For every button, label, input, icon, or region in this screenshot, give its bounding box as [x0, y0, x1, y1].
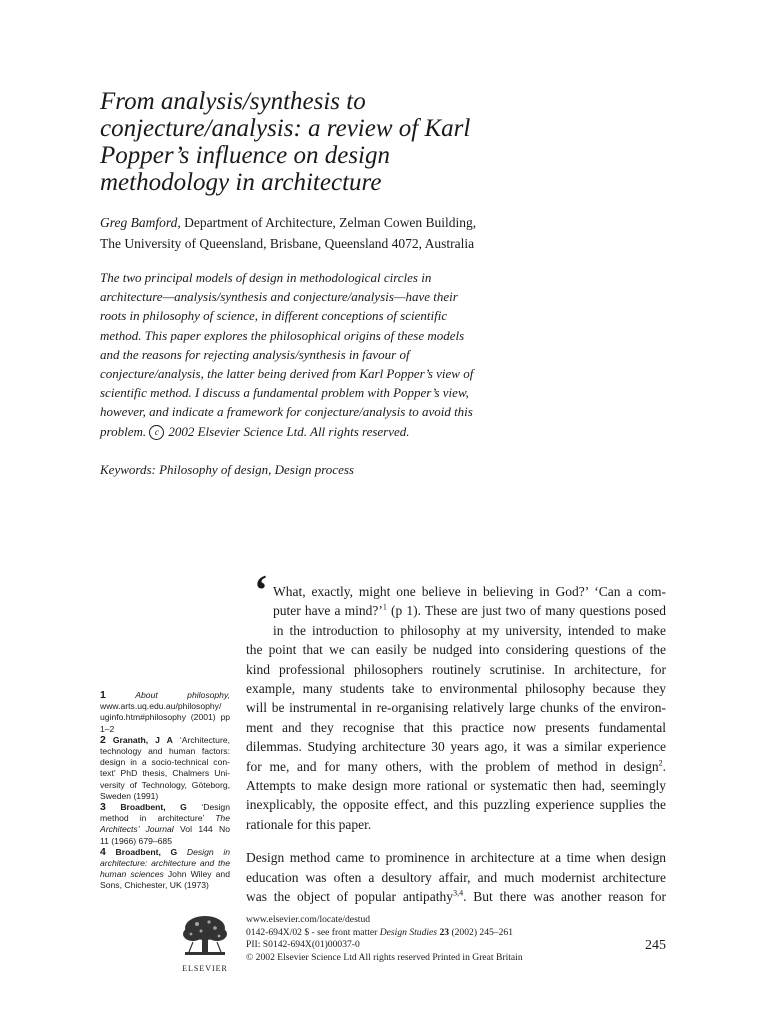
footnote-ref: 2 [658, 758, 663, 768]
abstract-line: architecture—analysis/synthesis and conjecture/analysis—have their [100, 289, 458, 305]
abstract-line: The two principal models of design in methodological circles in [100, 270, 432, 285]
footnote-text: method in architecture’ [100, 813, 216, 824]
footnote [100, 847, 230, 892]
body-line: education was often a desultory affair, and much modernist architecture [246, 869, 666, 885]
footnote-number: 3 [100, 801, 106, 814]
footnote-text: uginfo.htm#philosophy (2001) pp [100, 712, 230, 723]
volume-number: 23 [439, 926, 450, 938]
page-number: 245 [645, 938, 666, 953]
body-line: Design method came to prominence in architecture at a time when design [246, 850, 666, 866]
elsevier-tree-icon [179, 914, 231, 958]
body-line: What, exactly, might one believe in believing in God?’ ‘Can a com- [273, 584, 666, 599]
body-line: rationale for this paper. [246, 816, 372, 832]
footnote [100, 802, 230, 847]
footnote-ref: 1 [382, 602, 387, 612]
footnote-text: Design in [177, 846, 231, 857]
abstract-line: and the reasons for rejecting analysis/synthesis in favour of [100, 346, 410, 362]
body-line: Attempts to make design more rational or systematic then had, seemingly [246, 778, 666, 794]
footnote-author: Broadbent, G [115, 846, 178, 857]
footnote-author: Granath, J A [112, 734, 173, 745]
title-line: conjecture/analysis: a review of Karl [100, 115, 471, 142]
footnote-number: 4 [100, 845, 106, 858]
body-line: for me, and for many others, with the problem of method in design$^2$. [246, 758, 666, 774]
footnote-text: design in a socio-technical con- [100, 757, 230, 768]
body-line: kind professional philosophers routinely scrutinise. In architecture, for [246, 661, 666, 677]
footnote-text: The [215, 813, 230, 824]
body-line: in the introduction to philosophy at my university, intended to make [273, 622, 666, 638]
affiliation-line: The University of Queensland, Brisbane, Queensland 4072, Australia [100, 236, 475, 251]
body-line: dilemmas. Studying architecture 30 years ago, it was a similar experience [246, 739, 666, 755]
footnote-text: John Wiley and [163, 869, 230, 880]
footnote-text: About philosophy, [135, 690, 231, 700]
publisher-name: ELSEVIER [182, 964, 228, 973]
abstract-text: problem. [100, 423, 150, 439]
footnote [100, 735, 230, 802]
footnote-text: 11 (1966) 679–685 [100, 835, 172, 846]
footnote-text: Vol 144 No [173, 824, 230, 835]
body-line: ment and they recognise that this practice now presents fundamental [246, 719, 666, 735]
copyright-icon: c [149, 425, 164, 440]
abstract-line: roots in philosophy of science, in different conceptions of scientific [100, 308, 448, 324]
pii-line: PII: S0142-694X(01)00037-0 [246, 939, 360, 951]
footnote-text: architecture: architecture and the [100, 858, 230, 869]
footnote-text: 1–2 [100, 723, 115, 734]
abstract [100, 268, 560, 441]
article-title [100, 88, 560, 196]
body-line: the point that we can easily be nudged into considering questions of the [246, 642, 666, 658]
footnote-text: versity of Technology, Göteborg, [100, 779, 230, 790]
author-affiliation [100, 212, 660, 254]
keywords: Keywords: Philosophy of design, Design process [100, 462, 354, 477]
footnote-ref: 3,4 [453, 888, 464, 898]
abstract-text: 2002 Elsevier Science Ltd. All rights reserved. [168, 423, 410, 439]
author-name: Greg Bamford, [100, 215, 181, 230]
issn-line: 0142-694X/02 $ - see front matter Design Studies 23 (2002) 245–261 [246, 926, 513, 938]
footnote [100, 690, 230, 735]
footnote-text: technology and human factors: [100, 746, 230, 757]
body-line: puter have a mind?’$^1$ (p 1). These are just two of many questions posed [273, 602, 667, 619]
body-line: inexplicably, the opposite effect, and this puzzling experience supplies the [246, 797, 666, 813]
footnote-text: ‘Design [186, 802, 230, 813]
publisher-logo [172, 914, 238, 973]
affiliation-line: Department of Architecture, Zelman Cowen Building, [180, 215, 477, 230]
footnote-text: Architects’ Journal [100, 824, 174, 835]
abstract-line: scientific method. I discuss a fundamental problem with Popper’s view, [100, 385, 469, 401]
body-line: will be instrumental in re-organising relatively large chunks of the environ- [246, 700, 666, 716]
footnote-number: 2 [100, 733, 106, 746]
opening-quote-icon: ‘ [254, 568, 268, 614]
footnote-text: www.arts.uq.edu.au/philosophy/ [100, 701, 222, 712]
body-line: example, many students take to environmental philosophy because they [246, 681, 666, 697]
body-line: was the object of popular antipathy$^{3,4}$. But there was another reason for [246, 888, 667, 905]
journal-name: Design Studies [379, 926, 438, 938]
margin-notes [100, 690, 230, 892]
title-line: Popper’s influence on design [100, 142, 391, 169]
abstract-line: however, and indicate a framework for conjecture/analysis to avoid this [100, 404, 473, 420]
footnote-text: Sweden (1991) [100, 790, 159, 801]
abstract-line: conjecture/analysis, the latter being derived from Karl Popper’s view of [100, 366, 474, 382]
footnote-text: text’ PhD thesis, Chalmers Uni- [100, 768, 230, 779]
title-line: methodology in architecture [100, 169, 382, 196]
body-text [246, 582, 666, 907]
footer-info [246, 914, 676, 964]
footnote-number: 1 [100, 689, 106, 701]
footnote-text: human sciences [100, 869, 164, 880]
abstract-line: method. This paper explores the philosophical origins of these models [100, 327, 465, 343]
abstract-line [100, 422, 560, 441]
footnote-author: Broadbent, G [120, 802, 187, 813]
copyright-line: © 2002 Elsevier Science Ltd All rights reserved Printed in Great Britain [246, 951, 523, 963]
footnote-text: ‘Architecture, [172, 734, 230, 745]
footnote-text: Sons, Chichester, UK (1973) [100, 880, 209, 891]
journal-url[interactable]: www.elsevier.com/locate/destud [246, 914, 371, 925]
body-paragraph [246, 848, 666, 906]
title-line: From analysis/synthesis to [100, 88, 366, 115]
